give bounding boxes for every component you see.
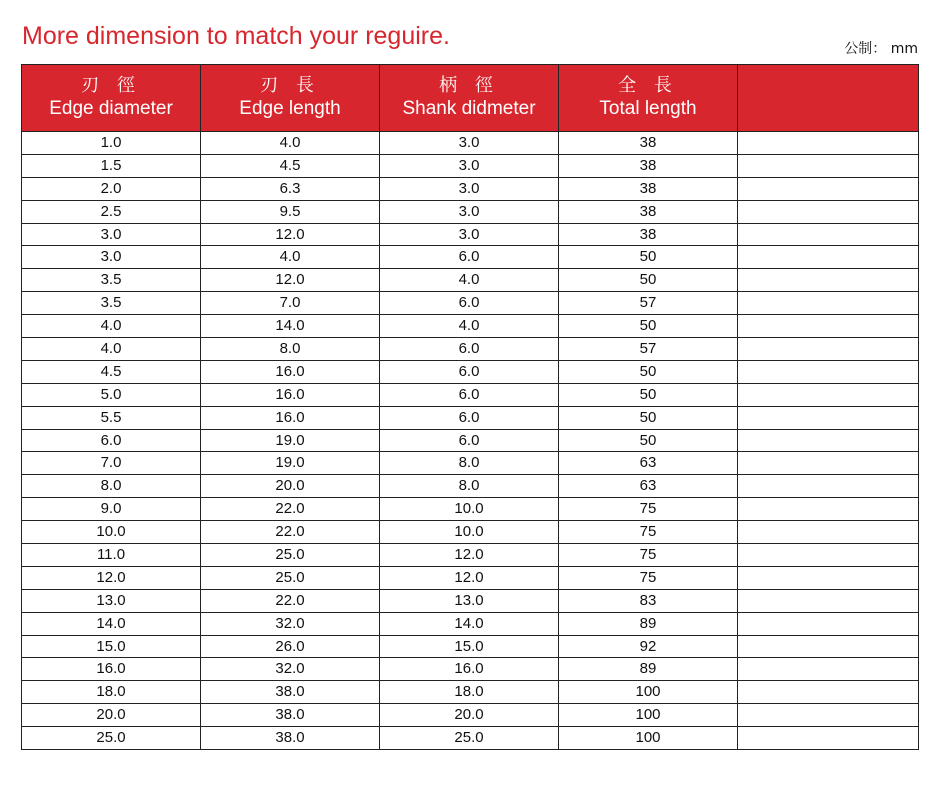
table-row <box>22 154 919 177</box>
edge-diameter-cell: 10.0 <box>22 521 201 544</box>
edge-length-cell: 25.0 <box>201 544 380 567</box>
shank-diameter-cell: 25.0 <box>380 727 559 750</box>
blank-cell <box>738 246 919 269</box>
shank-diameter-cell: 3.0 <box>380 132 559 155</box>
edge-length-cell: 32.0 <box>201 612 380 635</box>
blank-cell <box>738 292 919 315</box>
shank-diameter-cell: 4.0 <box>380 315 559 338</box>
column-header-shank-diameter <box>380 65 559 132</box>
edge-length-cell: 38.0 <box>201 727 380 750</box>
shank-diameter-cell: 15.0 <box>380 635 559 658</box>
table-row <box>22 658 919 681</box>
total-length-cell: 57 <box>559 292 738 315</box>
blank-cell <box>738 132 919 155</box>
edge-diameter-cell: 1.5 <box>22 154 201 177</box>
total-length-cell: 50 <box>559 360 738 383</box>
table-row <box>22 429 919 452</box>
edge-length-cell: 26.0 <box>201 635 380 658</box>
table-body <box>22 132 919 750</box>
edge-length-cell: 4.5 <box>201 154 380 177</box>
edge-length-cell: 6.3 <box>201 177 380 200</box>
table-row <box>22 406 919 429</box>
column-header-en: Shank didmeter <box>402 98 536 119</box>
table-row <box>22 360 919 383</box>
edge-diameter-cell: 8.0 <box>22 475 201 498</box>
total-length-cell: 83 <box>559 589 738 612</box>
edge-diameter-cell: 2.0 <box>22 177 201 200</box>
total-length-cell: 63 <box>559 452 738 475</box>
total-length-cell: 50 <box>559 246 738 269</box>
edge-length-cell: 20.0 <box>201 475 380 498</box>
total-length-cell: 100 <box>559 681 738 704</box>
shank-diameter-cell: 6.0 <box>380 406 559 429</box>
edge-diameter-cell: 4.0 <box>22 315 201 338</box>
column-header-en: Edge length <box>239 98 341 119</box>
table-row <box>22 315 919 338</box>
edge-diameter-cell: 3.0 <box>22 246 201 269</box>
total-length-cell: 89 <box>559 612 738 635</box>
shank-diameter-cell: 12.0 <box>380 566 559 589</box>
table-row <box>22 132 919 155</box>
blank-cell <box>738 475 919 498</box>
total-length-cell: 100 <box>559 727 738 750</box>
edge-diameter-cell: 7.0 <box>22 452 201 475</box>
edge-diameter-cell: 18.0 <box>22 681 201 704</box>
blank-cell <box>738 612 919 635</box>
edge-length-cell: 4.0 <box>201 246 380 269</box>
table-row <box>22 521 919 544</box>
blank-cell <box>738 200 919 223</box>
edge-diameter-cell: 3.5 <box>22 292 201 315</box>
table-row <box>22 498 919 521</box>
column-header-zh: 刃 徑 <box>81 75 141 96</box>
total-length-cell: 75 <box>559 498 738 521</box>
edge-length-cell: 25.0 <box>201 566 380 589</box>
table-row <box>22 292 919 315</box>
edge-diameter-cell: 6.0 <box>22 429 201 452</box>
shank-diameter-cell: 6.0 <box>380 246 559 269</box>
total-length-cell: 89 <box>559 658 738 681</box>
table-row <box>22 338 919 361</box>
shank-diameter-cell: 6.0 <box>380 360 559 383</box>
edge-diameter-cell: 3.0 <box>22 223 201 246</box>
shank-diameter-cell: 3.0 <box>380 200 559 223</box>
blank-cell <box>738 429 919 452</box>
shank-diameter-cell: 3.0 <box>380 177 559 200</box>
table-row <box>22 589 919 612</box>
edge-length-cell: 38.0 <box>201 704 380 727</box>
blank-cell <box>738 177 919 200</box>
edge-diameter-cell: 3.5 <box>22 269 201 292</box>
blank-cell <box>738 383 919 406</box>
table-row <box>22 704 919 727</box>
edge-length-cell: 19.0 <box>201 452 380 475</box>
total-length-cell: 38 <box>559 154 738 177</box>
edge-length-cell: 7.0 <box>201 292 380 315</box>
blank-cell <box>738 681 919 704</box>
edge-diameter-cell: 5.0 <box>22 383 201 406</box>
shank-diameter-cell: 18.0 <box>380 681 559 704</box>
total-length-cell: 75 <box>559 521 738 544</box>
shank-diameter-cell: 20.0 <box>380 704 559 727</box>
total-length-cell: 75 <box>559 566 738 589</box>
blank-cell <box>738 360 919 383</box>
edge-diameter-cell: 20.0 <box>22 704 201 727</box>
edge-diameter-cell: 9.0 <box>22 498 201 521</box>
column-header-total-length <box>559 65 738 132</box>
blank-cell <box>738 269 919 292</box>
total-length-cell: 50 <box>559 315 738 338</box>
table-row <box>22 681 919 704</box>
dimension-table <box>21 64 919 750</box>
edge-diameter-cell: 12.0 <box>22 566 201 589</box>
total-length-cell: 100 <box>559 704 738 727</box>
table-row <box>22 475 919 498</box>
table-row <box>22 223 919 246</box>
shank-diameter-cell: 10.0 <box>380 498 559 521</box>
edge-length-cell: 14.0 <box>201 315 380 338</box>
shank-diameter-cell: 13.0 <box>380 589 559 612</box>
blank-cell <box>738 589 919 612</box>
edge-diameter-cell: 2.5 <box>22 200 201 223</box>
header-row <box>22 65 919 132</box>
edge-diameter-cell: 25.0 <box>22 727 201 750</box>
column-header-blank <box>738 65 919 132</box>
table-row <box>22 177 919 200</box>
edge-length-cell: 22.0 <box>201 521 380 544</box>
shank-diameter-cell: 12.0 <box>380 544 559 567</box>
total-length-cell: 57 <box>559 338 738 361</box>
total-length-cell: 92 <box>559 635 738 658</box>
blank-cell <box>738 338 919 361</box>
blank-cell <box>738 452 919 475</box>
edge-length-cell: 16.0 <box>201 383 380 406</box>
edge-diameter-cell: 16.0 <box>22 658 201 681</box>
shank-diameter-cell: 8.0 <box>380 475 559 498</box>
edge-length-cell: 16.0 <box>201 406 380 429</box>
blank-cell <box>738 658 919 681</box>
shank-diameter-cell: 4.0 <box>380 269 559 292</box>
blank-cell <box>738 544 919 567</box>
total-length-cell: 38 <box>559 132 738 155</box>
total-length-cell: 38 <box>559 223 738 246</box>
edge-diameter-cell: 13.0 <box>22 589 201 612</box>
blank-cell <box>738 521 919 544</box>
column-header-edge-diameter <box>22 65 201 132</box>
edge-length-cell: 4.0 <box>201 132 380 155</box>
shank-diameter-cell: 6.0 <box>380 292 559 315</box>
table-row <box>22 544 919 567</box>
total-length-cell: 50 <box>559 269 738 292</box>
shank-diameter-cell: 3.0 <box>380 154 559 177</box>
edge-diameter-cell: 5.5 <box>22 406 201 429</box>
table-row <box>22 727 919 750</box>
edge-diameter-cell: 14.0 <box>22 612 201 635</box>
edge-length-cell: 19.0 <box>201 429 380 452</box>
edge-length-cell: 38.0 <box>201 681 380 704</box>
blank-cell <box>738 223 919 246</box>
blank-cell <box>738 635 919 658</box>
column-header-en: Total length <box>599 98 697 119</box>
total-length-cell: 75 <box>559 544 738 567</box>
edge-length-cell: 9.5 <box>201 200 380 223</box>
blank-cell <box>738 154 919 177</box>
blank-cell <box>738 727 919 750</box>
edge-diameter-cell: 15.0 <box>22 635 201 658</box>
shank-diameter-cell: 10.0 <box>380 521 559 544</box>
table-row <box>22 200 919 223</box>
table-row <box>22 246 919 269</box>
edge-diameter-cell: 4.5 <box>22 360 201 383</box>
blank-cell <box>738 406 919 429</box>
blank-cell <box>738 566 919 589</box>
shank-diameter-cell: 3.0 <box>380 223 559 246</box>
edge-length-cell: 12.0 <box>201 269 380 292</box>
table-row <box>22 566 919 589</box>
shank-diameter-cell: 6.0 <box>380 383 559 406</box>
edge-length-cell: 12.0 <box>201 223 380 246</box>
total-length-cell: 50 <box>559 383 738 406</box>
table-header <box>22 65 919 132</box>
edge-diameter-cell: 11.0 <box>22 544 201 567</box>
total-length-cell: 50 <box>559 429 738 452</box>
edge-length-cell: 32.0 <box>201 658 380 681</box>
table-row <box>22 635 919 658</box>
column-header-edge-length <box>201 65 380 132</box>
table-row <box>22 452 919 475</box>
table-row <box>22 269 919 292</box>
table-row <box>22 383 919 406</box>
edge-length-cell: 16.0 <box>201 360 380 383</box>
table-row <box>22 612 919 635</box>
blank-cell <box>738 498 919 521</box>
total-length-cell: 38 <box>559 200 738 223</box>
column-header-en: Edge diameter <box>49 98 173 119</box>
blank-cell <box>738 315 919 338</box>
total-length-cell: 38 <box>559 177 738 200</box>
blank-cell <box>738 704 919 727</box>
edge-length-cell: 22.0 <box>201 589 380 612</box>
unit-label: 公制： mm <box>844 41 918 57</box>
page-title: More dimension to match your reguire. <box>22 22 450 50</box>
edge-length-cell: 22.0 <box>201 498 380 521</box>
shank-diameter-cell: 6.0 <box>380 338 559 361</box>
shank-diameter-cell: 8.0 <box>380 452 559 475</box>
shank-diameter-cell: 14.0 <box>380 612 559 635</box>
total-length-cell: 50 <box>559 406 738 429</box>
total-length-cell: 63 <box>559 475 738 498</box>
shank-diameter-cell: 16.0 <box>380 658 559 681</box>
column-header-zh: 全 長 <box>618 75 678 96</box>
edge-length-cell: 8.0 <box>201 338 380 361</box>
edge-diameter-cell: 1.0 <box>22 132 201 155</box>
edge-diameter-cell: 4.0 <box>22 338 201 361</box>
column-header-zh: 刃 長 <box>260 75 320 96</box>
shank-diameter-cell: 6.0 <box>380 429 559 452</box>
column-header-zh: 柄 徑 <box>439 75 499 96</box>
